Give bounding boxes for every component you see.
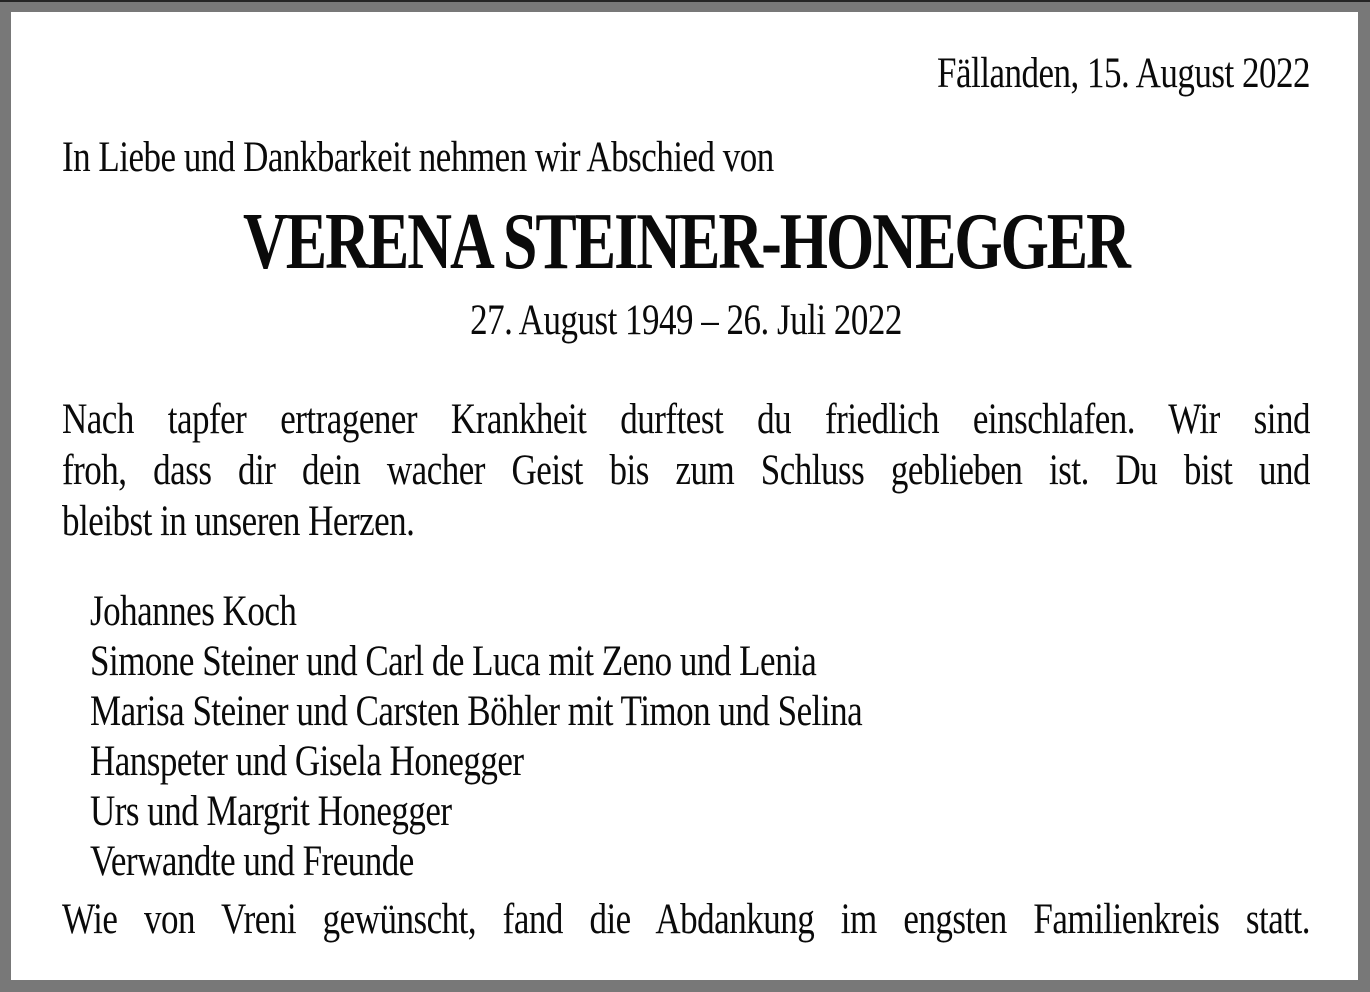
scan-margin-bottom — [0, 980, 1370, 992]
life-dates: 27. August 1949 – 26. Juli 2022 — [470, 295, 902, 344]
mourner-line: Verwandte und Freunde — [90, 836, 414, 885]
deceased-name: VERENA STEINER-HONEGGER — [243, 197, 1129, 287]
mourner-line: Hanspeter und Gisela Honegger — [90, 736, 524, 785]
eulogy-line: froh, dass dir dein wacher Geist bis zum Schluss geblieben ist. Du bist und — [62, 445, 1310, 494]
mourner-line: Johannes Koch — [90, 586, 297, 635]
eulogy-line: bleibst in unseren Herzen. — [62, 496, 415, 545]
dateline: Fällanden, 15. August 2022 — [937, 48, 1310, 97]
scan-margin-left — [0, 12, 11, 980]
image-top-edge — [0, 0, 1370, 2]
mourner-line: Simone Steiner und Carl de Luca mit Zeno und Lenia — [90, 636, 817, 685]
eulogy-line: Nach tapfer ertragener Krankheit durftest du friedlich einschlafen. Wir sind — [62, 394, 1310, 443]
mourner-line: Marisa Steiner und Carsten Böhler mit Timon und Selina — [90, 686, 863, 735]
closing-line: Wie von Vreni gewünscht, fand die Abdankung im engsten Familienkreis statt. — [62, 894, 1310, 943]
mourners-list — [90, 586, 1310, 886]
intro-line: In Liebe und Dankbarkeit nehmen wir Abschied von — [62, 132, 774, 181]
mourner-line: Urs und Margrit Honegger — [90, 786, 452, 835]
scan-margin-right — [1358, 12, 1370, 980]
